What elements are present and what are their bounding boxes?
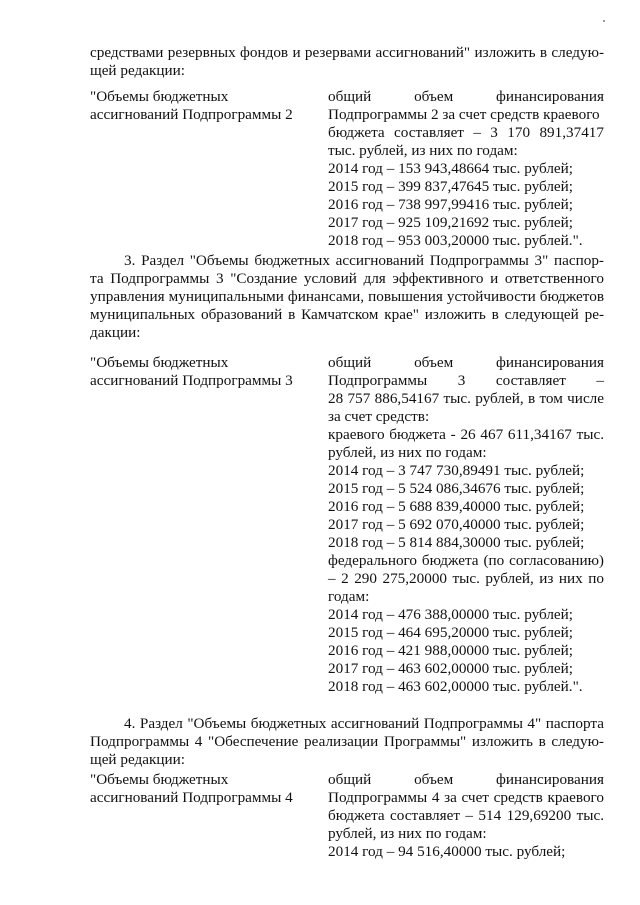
- subprogram-3-volumes-row: [90, 354, 604, 696]
- year-line: 2014 год – 3 747 730,89491 тыс. рублей;: [328, 462, 585, 479]
- subprogram-2-text: [328, 88, 604, 250]
- label-line: "Объемы бюджетных: [90, 88, 229, 105]
- subprogram-4-volumes-row: [90, 771, 604, 861]
- intro-line: щей редакции:: [90, 62, 185, 79]
- year-line: 2017 год – 463 602,00000 тыс. рублей;: [328, 660, 573, 677]
- subprogram-4-label: [90, 771, 328, 861]
- year-line: 2016 год – 421 988,00000 тыс. рублей;: [328, 642, 573, 659]
- text-line: тыс. рублей, из них по годам:: [328, 142, 518, 159]
- section-line: муниципальных образований в Камчатском крае" изложить в следующей ре-: [90, 306, 604, 323]
- text-line: Подпрограммы 3 составляет –: [328, 372, 604, 389]
- document-page: [90, 44, 604, 861]
- section-line: 4. Раздел "Объемы бюджетных ассигнований Подпрограммы 4" паспорта: [124, 715, 604, 732]
- subprogram-2-label: [90, 88, 328, 250]
- subprogram-3-text: [328, 354, 604, 696]
- year-line: 2017 год – 925 109,21692 тыс. рублей;: [328, 214, 573, 231]
- text-line: Подпрограммы 2 за счет средств краевого: [328, 106, 600, 123]
- label-line: ассигнований Подпрограммы 4: [90, 789, 293, 806]
- label-line: "Объемы бюджетных: [90, 771, 229, 788]
- year-line: 2016 год – 5 688 839,40000 тыс. рублей;: [328, 498, 585, 515]
- year-line: 2014 год – 153 943,48664 тыс. рублей;: [328, 160, 573, 177]
- intro-line: средствами резервных фондов и резервами ассигнований" изложить в следую-: [90, 44, 604, 61]
- text-line: – 2 290 275,20000 тыс. рублей, из них по: [328, 570, 604, 587]
- label-line: ассигнований Подпрограммы 3: [90, 372, 293, 389]
- year-line: 2016 год – 738 997,99416 тыс. рублей;: [328, 196, 573, 213]
- text-line: общий объем финансирования: [328, 354, 604, 371]
- text-line: за счет средств:: [328, 408, 430, 425]
- year-line: 2015 год – 5 524 086,34676 тыс. рублей;: [328, 480, 585, 497]
- year-line: 2015 год – 399 837,47645 тыс. рублей;: [328, 178, 573, 195]
- section-line: щей редакции:: [90, 751, 185, 768]
- year-line: 2015 год – 464 695,20000 тыс. рублей;: [328, 624, 573, 641]
- subprogram-4-text: [328, 771, 604, 861]
- intro-paragraph: [90, 44, 604, 80]
- text-line: рублей, из них по годам:: [328, 825, 487, 842]
- year-line: 2018 год – 953 003,20000 тыс. рублей.".: [328, 232, 583, 249]
- text-line: общий объем финансирования: [328, 771, 604, 788]
- section-line: Подпрограммы 4 "Обеспечение реализации Программы" изложить в следую-: [90, 733, 604, 750]
- text-line: бюджета составляет – 3 170 891,37417: [328, 124, 604, 141]
- text-line: федерального бюджета (по согласованию): [328, 552, 604, 569]
- section-line: 3. Раздел "Объемы бюджетных ассигнований Подпрограммы 3" паспор-: [124, 252, 604, 269]
- year-line: 2018 год – 463 602,00000 тыс. рублей.".: [328, 678, 583, 695]
- label-line: ассигнований Подпрограммы 2: [90, 106, 293, 123]
- text-line: Подпрограммы 4 за счет средств краевого: [328, 789, 604, 806]
- section-3-paragraph: [90, 252, 604, 342]
- year-line: 2014 год – 94 516,40000 тыс. рублей;: [328, 843, 566, 860]
- text-line: 28 757 886,54167 тыс. рублей, в том числе: [328, 390, 604, 407]
- year-line: 2017 год – 5 692 070,40000 тыс. рублей;: [328, 516, 585, 533]
- subprogram-2-volumes-row: [90, 88, 604, 250]
- subprogram-3-label: [90, 354, 328, 696]
- text-line: бюджета составляет – 514 129,69200 тыс.: [328, 807, 604, 824]
- label-line: "Объемы бюджетных: [90, 354, 229, 371]
- text-line: краевого бюджета - 26 467 611,34167 тыс.: [328, 426, 604, 443]
- section-4-paragraph: [90, 715, 604, 769]
- text-line: общий объем финансирования: [328, 88, 604, 105]
- text-line: рублей, из них по годам:: [328, 444, 487, 461]
- year-line: 2014 год – 476 388,00000 тыс. рублей;: [328, 606, 573, 623]
- scan-speck: [603, 20, 605, 22]
- section-line: управления муниципальными финансами, повышения устойчивости бюджетов: [90, 288, 604, 305]
- text-line: годам:: [328, 588, 370, 605]
- section-line: та Подпрограммы 3 "Создание условий для эффективного и ответственного: [90, 270, 604, 287]
- section-line: дакции:: [90, 324, 141, 341]
- year-line: 2018 год – 5 814 884,30000 тыс. рублей;: [328, 534, 585, 551]
